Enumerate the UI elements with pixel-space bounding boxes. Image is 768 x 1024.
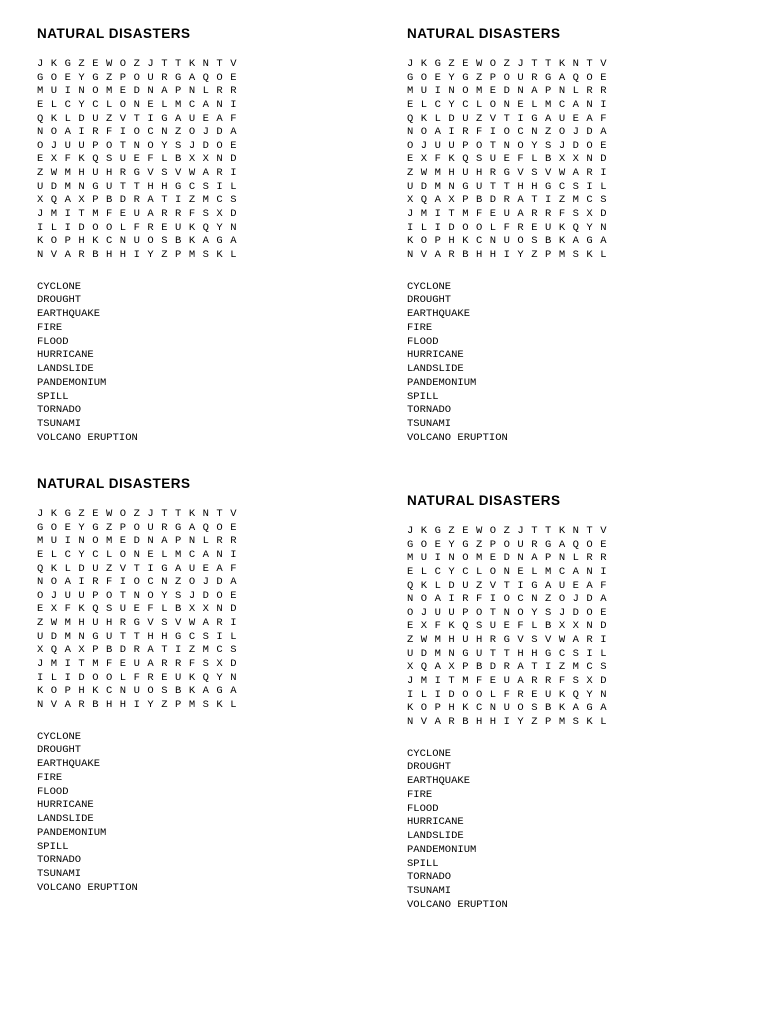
grid-row: G O E Y G Z P O U R G A Q O E	[407, 71, 608, 84]
grid-row: J M I T M F E U A R R F S X D	[37, 658, 238, 671]
grid-row: Z W M H U H R G V S V W A R I	[37, 617, 238, 630]
grid-row: X Q A X P B D R A T I Z M C S	[37, 194, 238, 207]
word-list-item: EARTHQUAKE	[407, 775, 471, 788]
word-search-puzzle-1	[37, 26, 367, 446]
grid-row: O J U U P O T N O Y S J D O E	[407, 606, 608, 619]
word-list-item: VOLCANO ERUPTION	[407, 431, 508, 444]
grid-row: U D M N G U T T H H G C S I L	[37, 630, 238, 643]
letter-grid	[407, 58, 737, 263]
grid-row: J M I T M F E U A R R F S X D	[407, 675, 608, 688]
word-list-item: FIRE	[407, 321, 433, 334]
word-list	[407, 748, 737, 913]
word-list-item: HURRICANE	[407, 816, 464, 829]
word-list-item: FIRE	[37, 771, 63, 784]
word-list-item: CYCLONE	[37, 280, 82, 293]
grid-row: O J U U P O T N O Y S J D O E	[37, 139, 238, 152]
word-list-item: LANDSLIDE	[407, 830, 464, 843]
grid-row: N V A R B H H I Y Z P M S K L	[407, 715, 608, 728]
word-list-item: TORNADO	[37, 854, 82, 867]
word-list-item: DROUGHT	[407, 294, 452, 307]
grid-row: I L I D O O L F R E U K Q Y N	[37, 221, 238, 234]
grid-row: U D M N G U T T H H G C S I L	[407, 647, 608, 660]
grid-row: M U I N O M E D N A P N L R R	[37, 85, 238, 98]
word-list-item: TSUNAMI	[37, 868, 82, 881]
grid-row: M U I N O M E D N A P N L R R	[407, 85, 608, 98]
word-list-item: TORNADO	[407, 404, 452, 417]
word-list-item: CYCLONE	[407, 280, 452, 293]
word-list-item: EARTHQUAKE	[37, 758, 101, 771]
word-list-item: LANDSLIDE	[407, 363, 464, 376]
word-list-item: HURRICANE	[407, 349, 464, 362]
word-list-item: DROUGHT	[407, 761, 452, 774]
grid-row: J M I T M F E U A R R F S X D	[37, 208, 238, 221]
grid-row: E X F K Q S U E F L B X X N D	[37, 153, 238, 166]
word-list-item: DROUGHT	[37, 294, 82, 307]
letter-grid	[407, 525, 737, 730]
grid-row: N O A I R F I O C N Z O J D A	[37, 126, 238, 139]
grid-row: E L C Y C L O N E L M C A N I	[37, 98, 238, 111]
word-list-item: PANDEMONIUM	[407, 843, 477, 856]
grid-row: Q K L D U Z V T I G A U E A F	[407, 579, 608, 592]
word-list-item: EARTHQUAKE	[407, 308, 471, 321]
grid-row: X Q A X P B D R A T I Z M C S	[407, 661, 608, 674]
word-list-item: FLOOD	[37, 785, 69, 798]
word-list-item: SPILL	[37, 390, 69, 403]
grid-row: E L C Y C L O N E L M C A N I	[37, 548, 238, 561]
word-list-item: SPILL	[407, 390, 439, 403]
puzzle-title: NATURAL DISASTERS	[407, 26, 561, 41]
grid-row: N O A I R F I O C N Z O J D A	[37, 576, 238, 589]
grid-row: U D M N G U T T H H G C S I L	[37, 180, 238, 193]
grid-row: N V A R B H H I Y Z P M S K L	[37, 698, 238, 711]
puzzle-title: NATURAL DISASTERS	[37, 26, 191, 41]
grid-row: M U I N O M E D N A P N L R R	[407, 552, 608, 565]
word-list-item: TSUNAMI	[407, 418, 452, 431]
grid-row: I L I D O O L F R E U K Q Y N	[407, 688, 608, 701]
word-list-item: FLOOD	[407, 335, 439, 348]
word-list-item: VOLCANO ERUPTION	[407, 898, 508, 911]
word-list-item: HURRICANE	[37, 349, 94, 362]
grid-row: Q K L D U Z V T I G A U E A F	[37, 112, 238, 125]
word-list-item: EARTHQUAKE	[37, 308, 101, 321]
word-search-puzzle-4	[407, 493, 737, 913]
letter-grid	[37, 508, 367, 713]
puzzle-title: NATURAL DISASTERS	[37, 476, 191, 491]
grid-row: J K G Z E W O Z J T T K N T V	[37, 58, 238, 70]
grid-row: G O E Y G Z P O U R G A Q O E	[37, 71, 238, 84]
word-list-item: TORNADO	[37, 404, 82, 417]
word-list-item: FIRE	[37, 321, 63, 334]
grid-row: J K G Z E W O Z J T T K N T V	[37, 508, 238, 520]
word-list-item: PANDEMONIUM	[407, 376, 477, 389]
word-list-item: SPILL	[407, 857, 439, 870]
word-list-item: HURRICANE	[37, 799, 94, 812]
letter-grid	[37, 58, 367, 263]
grid-row: Z W M H U H R G V S V W A R I	[37, 167, 238, 180]
puzzle-title: NATURAL DISASTERS	[407, 493, 561, 508]
grid-row: Z W M H U H R G V S V W A R I	[407, 167, 608, 180]
word-list-item: LANDSLIDE	[37, 363, 94, 376]
grid-row: K O P H K C N U O S B K A G A	[407, 235, 608, 248]
grid-row: Z W M H U H R G V S V W A R I	[407, 634, 608, 647]
grid-row: N O A I R F I O C N Z O J D A	[407, 593, 608, 606]
grid-row: X Q A X P B D R A T I Z M C S	[37, 644, 238, 657]
word-list-item: LANDSLIDE	[37, 813, 94, 826]
grid-row: E L C Y C L O N E L M C A N I	[407, 565, 608, 578]
word-list-item: DROUGHT	[37, 744, 82, 757]
word-list	[37, 731, 367, 896]
grid-row: E L C Y C L O N E L M C A N I	[407, 98, 608, 111]
grid-row: K O P H K C N U O S B K A G A	[37, 235, 238, 248]
grid-row: J K G Z E W O Z J T T K N T V	[407, 525, 608, 537]
word-list-item: CYCLONE	[407, 747, 452, 760]
grid-row: X Q A X P B D R A T I Z M C S	[407, 194, 608, 207]
grid-row: G O E Y G Z P O U R G A Q O E	[37, 521, 238, 534]
grid-row: E X F K Q S U E F L B X X N D	[407, 153, 608, 166]
grid-row: E X F K Q S U E F L B X X N D	[407, 620, 608, 633]
word-list-item: VOLCANO ERUPTION	[37, 881, 138, 894]
word-search-puzzle-2	[407, 26, 737, 446]
grid-row: J K G Z E W O Z J T T K N T V	[407, 58, 608, 70]
grid-row: I L I D O O L F R E U K Q Y N	[37, 671, 238, 684]
word-list-item: FIRE	[407, 788, 433, 801]
grid-row: I L I D O O L F R E U K Q Y N	[407, 221, 608, 234]
grid-row: U D M N G U T T H H G C S I L	[407, 180, 608, 193]
word-list-item: VOLCANO ERUPTION	[37, 431, 138, 444]
word-list-item: TSUNAMI	[407, 885, 452, 898]
grid-row: G O E Y G Z P O U R G A Q O E	[407, 538, 608, 551]
word-list-item: CYCLONE	[37, 730, 82, 743]
word-list-item: FLOOD	[37, 335, 69, 348]
grid-row: Q K L D U Z V T I G A U E A F	[37, 562, 238, 575]
grid-row: M U I N O M E D N A P N L R R	[37, 535, 238, 548]
grid-row: N V A R B H H I Y Z P M S K L	[407, 248, 608, 261]
grid-row: O J U U P O T N O Y S J D O E	[407, 139, 608, 152]
grid-row: N O A I R F I O C N Z O J D A	[407, 126, 608, 139]
word-list	[407, 281, 737, 446]
grid-row: K O P H K C N U O S B K A G A	[407, 702, 608, 715]
grid-row: Q K L D U Z V T I G A U E A F	[407, 112, 608, 125]
word-list-item: PANDEMONIUM	[37, 376, 107, 389]
grid-row: E X F K Q S U E F L B X X N D	[37, 603, 238, 616]
word-list-item: TORNADO	[407, 871, 452, 884]
grid-row: J M I T M F E U A R R F S X D	[407, 208, 608, 221]
word-list-item: SPILL	[37, 840, 69, 853]
word-list-item: FLOOD	[407, 802, 439, 815]
grid-row: K O P H K C N U O S B K A G A	[37, 685, 238, 698]
grid-row: O J U U P O T N O Y S J D O E	[37, 589, 238, 602]
word-search-puzzle-3	[37, 476, 367, 896]
word-list-item: PANDEMONIUM	[37, 826, 107, 839]
word-list	[37, 281, 367, 446]
grid-row: N V A R B H H I Y Z P M S K L	[37, 248, 238, 261]
word-list-item: TSUNAMI	[37, 418, 82, 431]
